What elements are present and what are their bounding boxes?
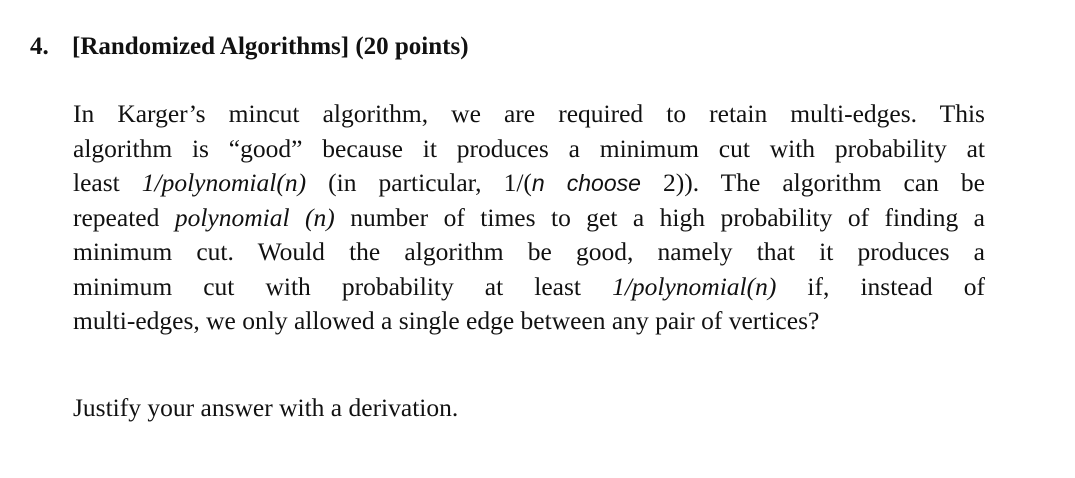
body-line-4	[73, 201, 985, 236]
instruction-text: Justify your answer with a derivation.	[73, 393, 459, 422]
text-fragment: number of times to get a high probability of finding a	[334, 202, 985, 232]
math-expression: )	[675, 168, 685, 197]
text-fragment: ). The algorithm can be	[684, 168, 986, 197]
text-fragment: least	[73, 168, 142, 197]
text-fragment: minimum cut with probability at least	[73, 271, 613, 301]
math-expression: n choose	[531, 170, 641, 196]
body-line-3	[73, 166, 985, 201]
math-expression: 1/polynomial(n)	[141, 168, 307, 197]
body-line-7: multi-edges, we only allowed a single edge between any pair of vertices?	[73, 306, 820, 335]
question-heading	[30, 30, 469, 64]
math-expression: polynomial (n)	[174, 202, 335, 232]
body-line-5: minimum cut. Would the algorithm be good, namely that it produces a	[73, 237, 985, 266]
question-number: 4.	[30, 33, 49, 60]
math-expression: 1/polynomial(n)	[612, 271, 777, 301]
body-line-6	[73, 270, 985, 305]
text-fragment: repeated	[73, 202, 175, 232]
text-fragment: (in particular,	[306, 168, 504, 197]
question-title: [Randomized Algorithms] (20 points)	[72, 33, 469, 60]
question-body	[73, 97, 985, 339]
math-expression: 2	[640, 168, 676, 197]
text-fragment: if, instead of	[776, 271, 985, 301]
math-expression: 1/(	[503, 168, 532, 197]
body-line-2: algorithm is “good” because it produces a minimum cut with probability at	[73, 133, 985, 163]
body-line-1: In Karger’s mincut algorithm, we are required to retain multi-edges. This	[73, 99, 985, 128]
instruction-paragraph	[73, 391, 985, 426]
